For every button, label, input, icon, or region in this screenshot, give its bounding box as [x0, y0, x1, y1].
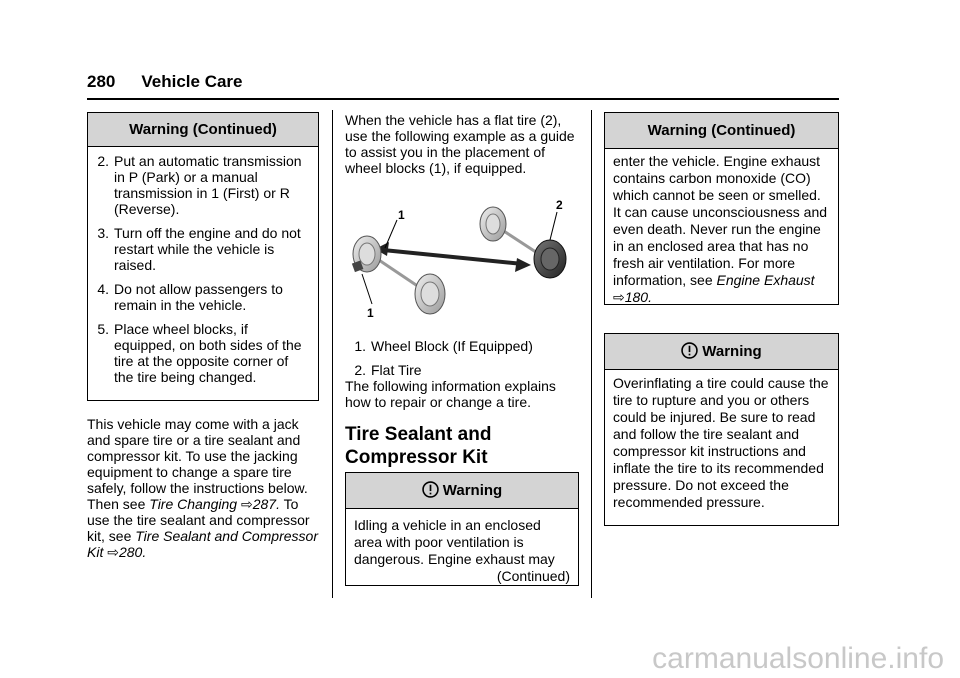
callout-label: 2 — [556, 198, 563, 212]
warning-box-title: Warning — [346, 473, 578, 509]
tire-changing-link[interactable]: Tire Changing — [149, 496, 238, 512]
xref-arrow-icon: ⇨ — [240, 496, 253, 512]
direction-arrow — [383, 250, 523, 264]
page-ref[interactable]: 280. — [118, 544, 147, 560]
section-heading: Tire Sealant and Compressor Kit — [345, 424, 492, 468]
warning-triangle-icon — [422, 481, 439, 498]
warning-steps-list — [88, 147, 318, 385]
header-rule — [87, 98, 839, 100]
column-divider-1 — [332, 110, 333, 598]
engine-exhaust-link[interactable]: Engine Exhaust — [716, 272, 815, 288]
repair-info-paragraph: The following information explains how to repair or change a tire. — [345, 378, 556, 410]
warning-continued-box — [87, 112, 319, 401]
warning-continued-box — [604, 112, 839, 305]
list-item: 1. Wheel Block (If Equipped) — [354, 338, 533, 354]
front-left-wheel — [480, 207, 506, 241]
warning-box-body: enter the vehicle. Engine exhaust contains carbon monoxide (CO) which cannot be seen or smelled. It can cause unconsciousness and even death. Never run the engine in an enclosed area that has no fresh air ventilation. For more information, see Engine Exhaust ⇨180. — [613, 153, 828, 305]
callout-label: 1 — [398, 208, 405, 222]
warning-triangle-icon — [681, 342, 698, 359]
rear-right-wheel — [415, 274, 445, 314]
warning-box — [345, 472, 579, 586]
warning-box-body: Overinflating a tire could cause the tire to rupture and you or others could be injured. Be sure to read and follow the tire sealant and compressor kit instructions and inflate the tire to its recommended pressure. Do not exceed the recommended pressure. — [613, 375, 829, 510]
callout-line — [385, 220, 397, 248]
callout-line — [550, 212, 557, 240]
watermark: carmanualsonline.info — [652, 642, 944, 675]
warning-box-body: Idling a vehicle in an enclosed area with poor ventilation is dangerous. Engine exhaust may (Continued) — [354, 517, 570, 584]
flat-tire-intro: When the vehicle has a flat tire (2), use the following example as a guide to assist you in the placement of wheel blocks (1), if equipped. — [345, 112, 575, 176]
page-ref[interactable]: 180. — [624, 289, 652, 305]
callout-label: 1 — [367, 306, 374, 320]
warning-box-title: Warning (Continued) — [605, 113, 838, 149]
flat-tire-wheel — [534, 240, 566, 278]
list-item: 2. Put an automatic transmission in P (Park) or a manual transmission in 1 (First) or R (Reverse). — [97, 153, 302, 217]
jack-info-paragraph: This vehicle may come with a jack and spare tire or a tire sealant and compressor kit. To use the jacking equipment to change a spare tire safely, follow the instructions below. Then see Tire Changing ⇨287. To use the tire sealant and compressor kit, see Tire Sealant and Compressor Kit ⇨280. — [87, 416, 318, 560]
callout-line — [362, 274, 372, 304]
warning-box — [604, 333, 839, 526]
list-item: 4. Do not allow passengers to remain in the vehicle. — [97, 281, 283, 313]
page-ref[interactable]: 287. — [252, 496, 280, 512]
wheel-block-figure — [345, 196, 577, 326]
xref-arrow-icon: ⇨ — [107, 544, 119, 560]
warning-box-title: Warning — [605, 334, 838, 370]
section-title: Vehicle Care — [141, 72, 243, 91]
tire-sealant-link[interactable]: Tire Sealant and Compressor Kit — [87, 528, 318, 560]
list-item: 3. Turn off the engine and do not restart while the vehicle is raised. — [97, 225, 301, 273]
page-number: 280 — [87, 72, 116, 91]
list-item: 2. Flat Tire — [354, 362, 422, 378]
column-divider-2 — [591, 110, 592, 598]
xref-arrow-icon: ⇨ — [613, 289, 625, 305]
page-header — [87, 72, 243, 92]
list-item: 5. Place wheel blocks, if equipped, on both sides of the tire at the opposite corner of the tire being changed. — [97, 321, 302, 385]
arrow-head-right — [515, 258, 531, 272]
continued-label: (Continued) — [496, 568, 570, 584]
warning-box-title: Warning (Continued) — [88, 113, 318, 147]
